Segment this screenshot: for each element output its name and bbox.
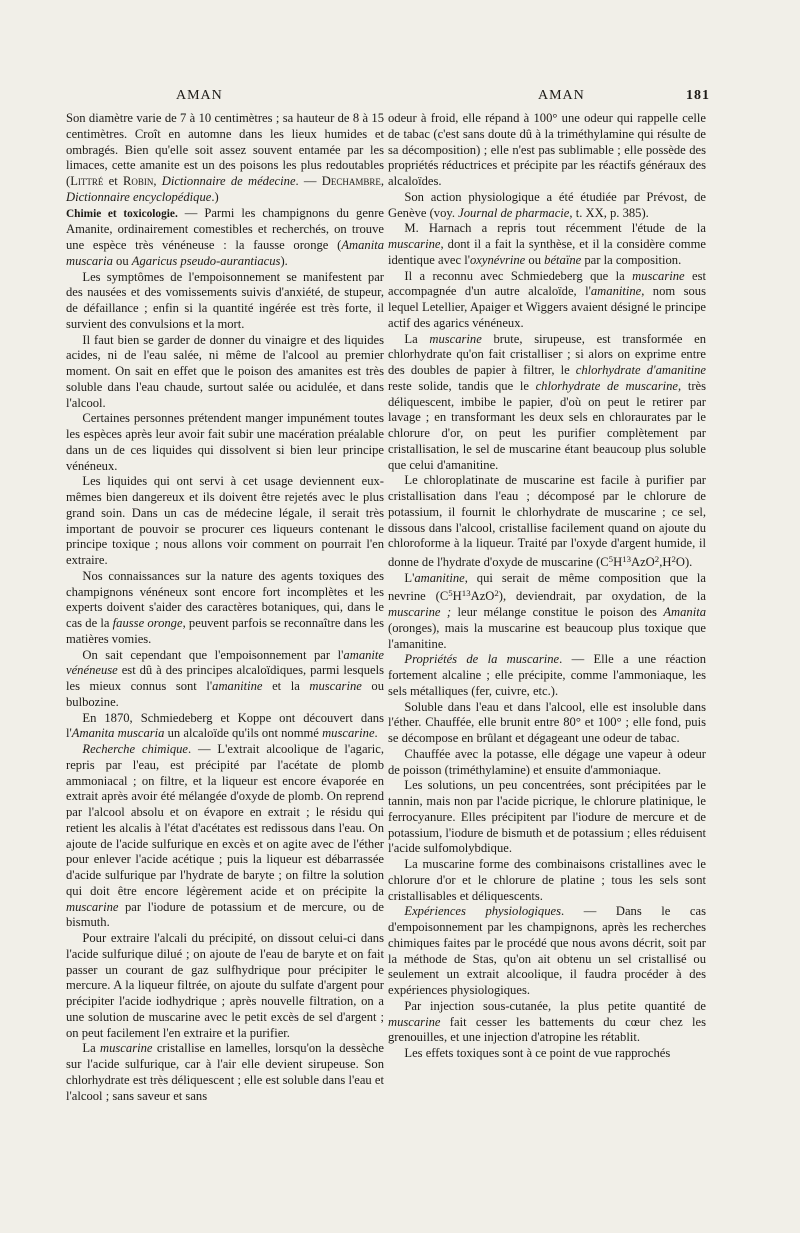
page-number: 181 xyxy=(686,88,710,103)
italic-text: Expériences physiologiques xyxy=(404,904,562,919)
text-run: Certaines personnes prétendent manger impunément toutes les espèces après leur avoir fait subir une macération préalable dans un de ces liquides qui dissolvent si bien leur principe vénéneux. xyxy=(66,411,384,473)
left-column xyxy=(66,111,384,1104)
text-run: ou xyxy=(112,253,132,268)
paragraph xyxy=(388,778,706,857)
paragraph xyxy=(388,190,706,222)
paragraph xyxy=(388,652,706,699)
right-column xyxy=(388,111,706,1062)
text-run: et la xyxy=(262,679,310,693)
text-run: ). xyxy=(280,253,288,268)
paragraph xyxy=(66,111,384,206)
text-run: Son action physiologique a été étudiée par Prévost, de Genève (voy. xyxy=(388,189,706,220)
text-run: leur mélange constitue le poison des xyxy=(451,605,664,620)
formula-superscript: 5 xyxy=(448,588,453,599)
paragraph xyxy=(66,711,384,743)
paragraph xyxy=(388,700,706,747)
italic-text: amanite vénéneuse xyxy=(66,647,384,678)
text-run: H xyxy=(613,554,623,569)
paragraph xyxy=(388,999,706,1046)
italic-text: bétaïne xyxy=(544,252,582,267)
running-head-left: AMAN xyxy=(176,88,223,103)
paragraph xyxy=(388,857,706,904)
text-run: fait cesser les battements du cœur chez les grenouilles, et une injection d'atropine les rétablit. xyxy=(388,1014,706,1045)
text-run: Son diamètre varie de 7 à 10 centimètres ; sa hauteur de 8 à 15 centimètres. Croît en automne dans les lieux humides et ombragés. Bien qu'elle soit assez souvent entamée par les limaces, cette amanite est un des poisons les plus redoutables ( xyxy=(66,111,384,188)
text-run: . — L'extrait alcoolique de l'agaric, repris par l'eau, est précipité par l'acétate de plomb ammoniacal ; on filtre, et la liqueur est encore évaporée en extrait après avoir été mélangée d'oxyde de plomb. On reprend par l'alcool absolu et on évapore en extrait ; le résidu qui retient les alcalis à l'état d'acétates est redissous dans l'eau. On ajoute de l'acide sulfurique en excès et on agite avec de l'éther pour enlever l'acide acétique ; puis la liqueur est débarrassée d'acide sulfurique par l'hydrate de baryte ; on filtre la solution qui doit être encore légèrement acide et on précipite la xyxy=(66,742,384,898)
text-run: . — Dans le cas d'empoisonnement par les champignons, après les recherches chimiques faites par le procédé que nous avons décrit, soit par la méthode de Stas, qu'on ait obtenu un sel cristallisé ou seulement un extrait alcoolique, il faudra procéder à des expériences physiologiques. xyxy=(388,904,706,998)
paragraph xyxy=(66,648,384,711)
section-heading: Chimie et toxicologie. xyxy=(66,207,178,220)
text-run: , peuvent parfois se reconnaître dans les matières vomies. xyxy=(66,616,384,646)
text-run: La xyxy=(82,1041,101,1056)
paragraph xyxy=(388,571,706,653)
text-run: , xyxy=(380,174,385,188)
paragraph xyxy=(66,206,384,270)
italic-text: Agaricus pseudo-aurantiacus xyxy=(131,253,281,268)
paragraph xyxy=(388,473,706,570)
text-run: AzO xyxy=(631,554,655,569)
text-run: H xyxy=(452,589,462,604)
text-run: Il faut bien se garder de donner du vinaigre et des liquides acides, ni de l'eau salée, ni même de l'alcool au premier moment. On sait en effet que le poison des amanites est très soluble dans l'eau chaude, surtout salée ou acidulée, et dans l'alcool. xyxy=(66,332,384,410)
text-run: odeur à froid, elle répand à 100° une odeur qui rappelle celle de tabac (c'est sans doute dû à la triméthylamine qui résulte de sa décomposition) ; elle n'est pas sublimable ; elle possède des propriétés réductrices et précipite par les réactifs généraux des alcaloïdes. xyxy=(388,111,706,188)
italic-text: oxynévrine xyxy=(470,252,526,267)
formula-superscript: 5 xyxy=(608,554,614,564)
text-run: Nos connaissances sur la nature des agents toxiques des champignons vénéneux sont encore fort incomplètes et les experts doivent s'aider des caractères botaniques, qui, dans le cas de la xyxy=(66,568,384,630)
paragraph xyxy=(66,931,384,1041)
text-run: Chauffée avec la potasse, elle dégage une vapeur à odeur de poisson (triméthylamine) et ensuite d'ammoniaque. xyxy=(388,746,706,777)
text-run: Les solutions, un peu concentrées, sont précipitées par le tannin, mais non par l'acide picrique, le chlorure platinique, le ferrocyanure. Elles précipitent par l'iodure de mercure et de potassium, l'iodure de bismuth et de potassium ; elles réduisent l'acide sulfomolybdique. xyxy=(388,778,706,856)
italic-text: Amanita muscaria xyxy=(66,238,384,268)
paragraph xyxy=(388,111,706,190)
text-run: Les symptômes de l'empoisonnement se manifestent par des nausées et des vomissements suivis d'anxiété, de stupeur, de défaillance ; enfin si la quantité ingérée est très forte, il survient des convulsions et la mort. xyxy=(66,269,384,331)
text-run: , t. XX, p. 385). xyxy=(569,205,649,220)
small-caps-text: Dechambre xyxy=(321,174,381,188)
italic-text: muscarine xyxy=(429,331,482,346)
text-run: Il a reconnu avec Schmiedeberg que la xyxy=(404,268,633,283)
text-run: M. Harnach a repris tout récemment l'étude de la xyxy=(404,221,706,236)
italic-text: muscarine ; xyxy=(388,605,452,620)
text-run: En 1870, Schmiedeberg et Koppe ont découvert dans l' xyxy=(66,710,384,741)
text-run: brute, sirupeuse, est transformée en chlorhydrate qu'on fait cristalliser ; si alors on exprime entre des doubles de papier à filtrer, le xyxy=(388,331,706,377)
italic-text: Amanita xyxy=(663,605,706,620)
paragraph xyxy=(388,269,706,332)
italic-text: Journal de pharmacie xyxy=(458,205,570,220)
text-run: , très déliquescent, imbibe le papier, d'où on peut le retirer par lavage ; en transformant les deux sels en chloraurates par le chlorure d'or, on peut les purifier complètement par cristallisation, le sel de muscarine étant beaucoup plus soluble que celui d'amanitine. xyxy=(388,378,707,472)
formula-superscript: 2 xyxy=(494,588,499,599)
text-run: .) xyxy=(211,189,219,204)
text-run: par l'iodure de potassium et de mercure, ou de bismuth. xyxy=(66,899,384,930)
italic-text: muscarine xyxy=(388,1014,441,1029)
text-run: Les effets toxiques sont à ce point de vue rapprochés xyxy=(404,1046,671,1061)
text-run: AzO xyxy=(470,589,495,604)
small-caps-text: Littré xyxy=(70,174,104,188)
text-run: Le chloroplatinate de muscarine est facile à purifier par cristallisation dans l'eau ; décomposé par le chlorure de potassium, il fournit le chlorhydrate de muscarine ; ce sel, dissous dans l'alcool, cristallise facilement quand on ajoute du chloroforme à la liqueur. Traité par l'oxyde d'argent humide, il donne de l'hydrate d'oxyde de muscarine (C xyxy=(388,473,706,569)
formula-superscript: 2 xyxy=(654,554,660,564)
text-run: un alcaloïde qu'ils ont nommé xyxy=(164,726,323,741)
italic-text: muscarine xyxy=(66,899,119,914)
formula-superscript: 13 xyxy=(461,588,471,599)
italic-text: amanitine xyxy=(212,679,263,693)
italic-text: Dictionnaire de médecine xyxy=(161,174,296,188)
text-run: Soluble dans l'eau et dans l'alcool, elle est insoluble dans l'éther. Chauffée, elle brunit entre 80° et 100° ; elle fond, puis se décompose en brûlant et dégageant une odeur de tabac. xyxy=(388,699,706,746)
text-run: Les liquides qui ont servi à cet usage deviennent eux-mêmes bien dangereux et ils doivent être rejetés avec le plus grand soin. Dans un cas de médecine légale, il serait très important de pouvoir se procurer ces liqueurs contenant le principe toxique ; nous allons voir comment on pourrait l'en extraire. xyxy=(66,474,384,567)
italic-text: muscarine xyxy=(388,237,441,251)
text-run: (oronges), mais la muscarine est beaucoup plus toxique que l'amanitine. xyxy=(388,620,706,651)
italic-text: fausse oronge xyxy=(112,616,183,630)
text-run: est dû à des principes alcaloïdiques, parmi lesquels les mieux connus sont l' xyxy=(66,663,384,693)
text-run: ), deviendrait, par oxydation, de la xyxy=(498,589,706,604)
text-run: . xyxy=(374,726,378,741)
text-run: ,H xyxy=(659,554,672,569)
italic-text: Recherche chimique xyxy=(82,742,189,756)
italic-text: muscarine xyxy=(309,679,362,693)
paragraph xyxy=(388,904,706,999)
paragraph xyxy=(66,569,384,648)
paragraph xyxy=(388,1046,706,1062)
italic-text: muscarine xyxy=(322,726,375,741)
text-run: — Parmi les champignons du genre Amanite, ordinairement comestibles et recherchés, on trouve une espèce très vénéneuse : la fausse oronge ( xyxy=(66,205,384,252)
small-caps-text: Robin xyxy=(122,174,154,188)
italic-text: muscarine xyxy=(632,268,685,283)
text-run: est accompagnée d'un autre alcaloïde, l' xyxy=(388,268,706,299)
text-run: cristallise en lamelles, lorsqu'on la dessèche sur l'acide sulfurique, car à l'air elle devient sirupeuse. Son chlorhydrate est très déliquescent ; elle est soluble dans l'eau et l'alcool ; sans saveur et sans xyxy=(66,1041,385,1103)
italic-text: amanitine xyxy=(590,284,642,299)
paragraph xyxy=(66,270,384,333)
italic-text: Dictionnaire encyclopédique xyxy=(66,189,212,204)
text-run: , dont il a fait la synthèse, et il la considère comme identique avec l' xyxy=(388,237,706,267)
text-run: reste solide, tandis que le xyxy=(388,378,536,393)
running-head-right: AMAN xyxy=(538,88,585,103)
text-run: par la composition. xyxy=(581,252,682,267)
italic-text: muscarine xyxy=(100,1041,153,1056)
text-run: , nom sous lequel Letellier, Apaiger et Wiggers avaient désigné le principe actif des agarics vénéneux. xyxy=(388,284,707,330)
text-run: La xyxy=(404,331,430,346)
text-run: ou xyxy=(525,252,545,267)
paragraph xyxy=(66,1041,384,1104)
italic-text: chlorhydrate de muscarine xyxy=(535,378,679,393)
paragraph xyxy=(66,474,384,569)
text-run: L' xyxy=(404,570,415,585)
paragraph xyxy=(66,333,384,412)
text-run: Par injection sous-cutanée, la plus petite quantité de xyxy=(404,998,706,1013)
text-run: , qui serait de même composition que la nevrine (C xyxy=(388,570,706,604)
text-run: ou bulbozine. xyxy=(66,679,384,709)
paragraph xyxy=(388,332,706,474)
paragraph xyxy=(66,411,384,474)
text-run: On sait cependant que l'empoisonnement par l' xyxy=(82,647,344,662)
paragraph xyxy=(66,742,384,931)
paragraph xyxy=(388,747,706,779)
text-run: , xyxy=(153,174,162,188)
text-run: . — xyxy=(295,174,322,188)
formula-superscript: 2 xyxy=(671,554,676,564)
text-run: et xyxy=(103,174,123,188)
text-run: Pour extraire l'alcali du précipité, on dissout celui-ci dans l'acide sulfurique dilué ; on ajoute de l'eau de baryte et on fait passer un courant de gaz sulfhydrique pour précipiter le mercure. A la liqueur filtrée, on ajoute du sulfate d'argent pour précipiter l'acide iodhydrique ; après nouvelle filtration, on a une solution de muscarine avec le petit excès de sel d'argent ; on peut facilement l'en extraire et la purifier. xyxy=(66,931,384,1040)
italic-text: chlorhydrate d'amanitine xyxy=(575,363,706,377)
running-head xyxy=(0,88,800,108)
text-run: O). xyxy=(675,554,693,569)
text-run: . — Elle a une réaction fortement alcaline ; elle précipite, comme l'ammoniaque, les sels métalliques (fer, cuivre, etc.). xyxy=(388,652,707,698)
paragraph xyxy=(388,221,706,268)
italic-text: amanitine xyxy=(414,570,465,585)
formula-superscript: 13 xyxy=(622,554,631,564)
text-run: La muscarine forme des combinaisons cristallines avec le chlorure d'or et le chlorure de platine ; tous les sels sont cristallisables et déliquescents. xyxy=(388,857,706,903)
italic-text: Propriétés de la muscarine xyxy=(404,652,560,667)
italic-text: Amanita muscaria xyxy=(71,726,165,741)
